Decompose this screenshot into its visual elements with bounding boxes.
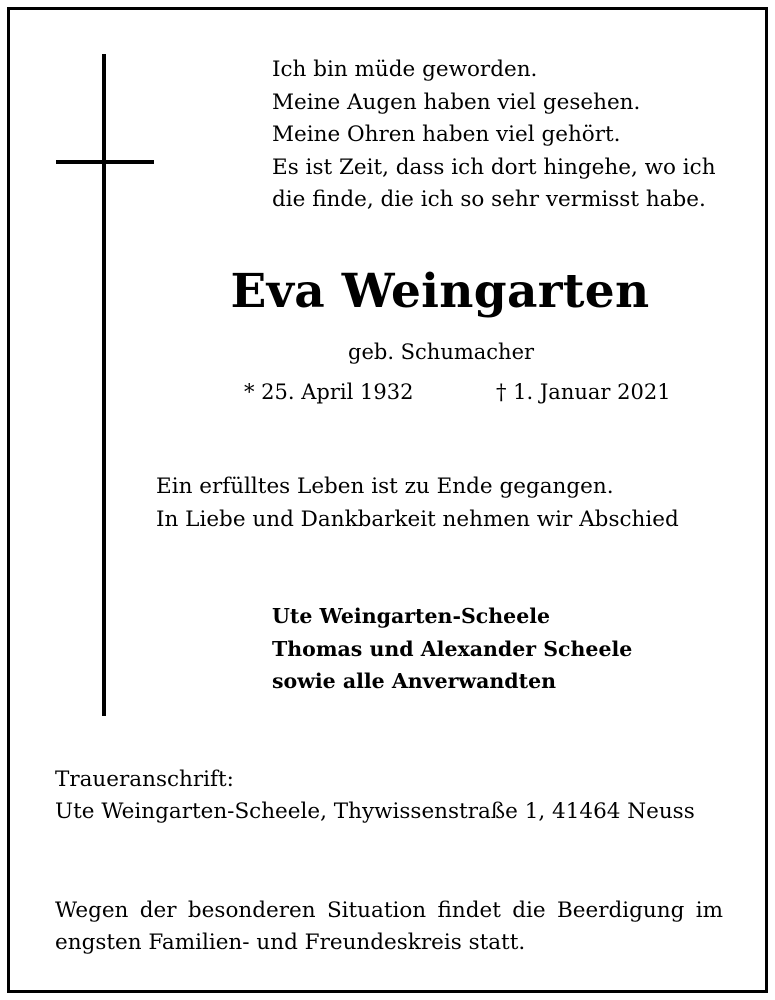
maiden-name: geb. Schumacher: [348, 340, 535, 364]
tribute-line: Ein erfülltes Leben ist zu Ende gegangen.: [156, 474, 614, 499]
poem: [272, 54, 716, 217]
mourner-line: Ute Weingarten-Scheele: [272, 604, 551, 628]
mourning-address: [55, 764, 695, 828]
note-line: engsten Familien- und Freundeskreis statt.: [55, 930, 526, 955]
mourner-line: Thomas und Alexander Scheele: [272, 636, 633, 661]
poem-line: Meine Ohren haben viel gehört.: [272, 122, 621, 147]
poem-line: die finde, die ich so sehr vermisst habe.: [272, 187, 706, 212]
poem-line: Meine Augen haben viel gesehen.: [272, 89, 641, 115]
poem-line: Ich bin müde geworden.: [272, 57, 538, 82]
cross-icon: [102, 54, 106, 716]
poem-line: Es ist Zeit, dass ich dort hingehe, wo ich: [272, 154, 716, 180]
mourner-line: sowie alle Anverwandten: [272, 669, 557, 693]
funeral-note: [55, 895, 723, 959]
deceased-name: Eva Weingarten: [230, 264, 650, 319]
obituary-notice: [7, 7, 768, 993]
tribute-text: [156, 471, 679, 536]
note-line: Wegen der besonderen Situation findet die Beerdigung im: [55, 898, 723, 923]
birth-date: * 25. April 1932: [244, 380, 414, 404]
mourners-list: [272, 600, 632, 698]
cross-icon-bar: [56, 160, 154, 164]
address-line: Ute Weingarten-Scheele, Thywissenstraße 1, 41464 Neuss: [55, 799, 695, 824]
tribute-line: In Liebe und Dankbarkeit nehmen wir Abschied: [156, 506, 679, 532]
address-label: Traueranschrift:: [55, 767, 234, 792]
death-date: † 1. Januar 2021: [496, 380, 671, 404]
